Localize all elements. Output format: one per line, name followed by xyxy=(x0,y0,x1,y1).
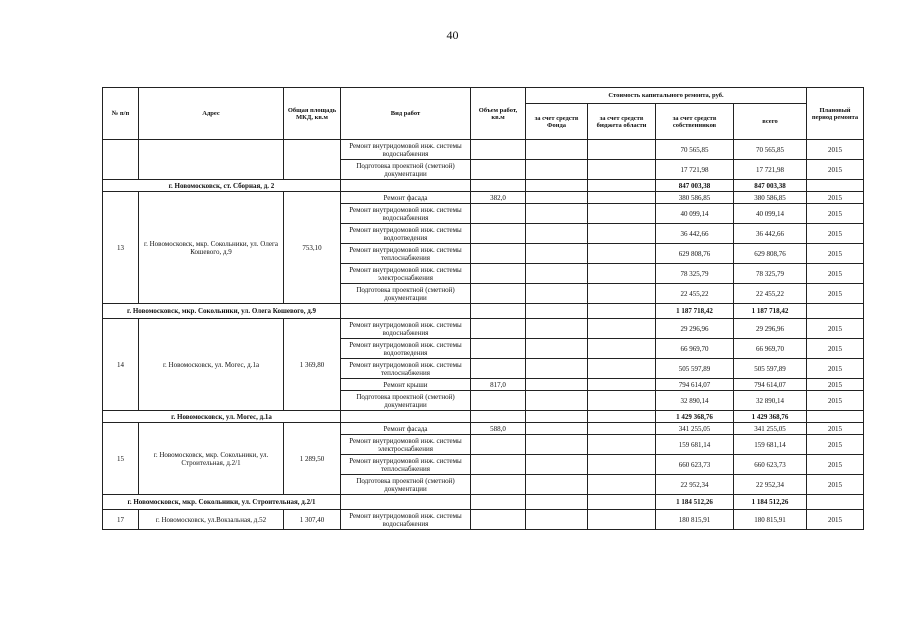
volume-cell xyxy=(471,140,526,160)
owners-cell: 341 255,05 xyxy=(656,423,734,435)
table-row xyxy=(103,140,864,160)
owners-cell: 36 442,66 xyxy=(656,224,734,244)
total-cell: 180 815,91 xyxy=(734,510,807,530)
header-address: Адрес xyxy=(139,88,284,140)
num-cell xyxy=(103,140,139,180)
owners-cell: 794 614,07 xyxy=(656,379,734,391)
work-cell: Ремонт внутридомовой инж. системы электроснабжения xyxy=(341,264,471,284)
num-cell: 15 xyxy=(103,423,139,495)
area-cell: 1 289,50 xyxy=(284,423,341,495)
owners-cell: 66 969,70 xyxy=(656,339,734,359)
subtotal-owners: 1 429 368,76 xyxy=(656,411,734,423)
period-cell: 2015 xyxy=(807,264,864,284)
owners-cell: 32 890,14 xyxy=(656,391,734,411)
owners-cell: 17 721,98 xyxy=(656,160,734,180)
period-cell: 2015 xyxy=(807,423,864,435)
region-cell xyxy=(588,140,656,160)
total-cell: 78 325,79 xyxy=(734,264,807,284)
owners-cell: 505 597,89 xyxy=(656,359,734,379)
work-cell: Ремонт внутридомовой инж. системы водоснабжения xyxy=(341,204,471,224)
owners-cell: 78 325,79 xyxy=(656,264,734,284)
area-cell: 1 369,80 xyxy=(284,319,341,411)
area-cell: 753,10 xyxy=(284,192,341,304)
subtotal-row xyxy=(103,180,864,192)
area-cell: 1 307,40 xyxy=(284,510,341,530)
volume-cell: 588,0 xyxy=(471,423,526,435)
subtotal-label: г. Новомосковск, ст. Сборная, д. 2 xyxy=(103,180,341,192)
total-cell: 505 597,89 xyxy=(734,359,807,379)
page-number: 40 xyxy=(446,28,459,42)
period-cell: 2015 xyxy=(807,160,864,180)
subtotal-total: 1 184 512,26 xyxy=(734,495,807,510)
total-cell: 22 455,22 xyxy=(734,284,807,304)
owners-cell: 159 681,14 xyxy=(656,435,734,455)
work-cell: Ремонт внутридомовой инж. системы водоотведения xyxy=(341,224,471,244)
work-cell: Ремонт внутридомовой инж. системы водоснабжения xyxy=(341,510,471,530)
period-cell: 2015 xyxy=(807,224,864,244)
work-cell: Ремонт внутридомовой инж. системы водоснабжения xyxy=(341,140,471,160)
address-cell: г. Новомосковск, ул. Могес, д.1а xyxy=(139,319,284,411)
total-cell: 17 721,98 xyxy=(734,160,807,180)
total-cell: 66 969,70 xyxy=(734,339,807,359)
period-cell: 2015 xyxy=(807,140,864,160)
subtotal-total: 847 003,38 xyxy=(734,180,807,192)
volume-cell: 382,0 xyxy=(471,192,526,204)
header-work: Вид работ xyxy=(341,88,471,140)
work-cell: Ремонт внутридомовой инж. системы теплоснабжения xyxy=(341,359,471,379)
work-cell: Ремонт фасада xyxy=(341,192,471,204)
total-cell: 32 890,14 xyxy=(734,391,807,411)
owners-cell: 629 808,76 xyxy=(656,244,734,264)
subtotal-row xyxy=(103,304,864,319)
header-cost-group: Стоимость капитального ремонта, руб. xyxy=(526,88,807,104)
work-cell: Ремонт внутридомовой инж. системы теплоснабжения xyxy=(341,455,471,475)
total-cell: 341 255,05 xyxy=(734,423,807,435)
owners-cell: 660 623,73 xyxy=(656,455,734,475)
period-cell: 2015 xyxy=(807,319,864,339)
period-cell: 2015 xyxy=(807,475,864,495)
period-cell: 2015 xyxy=(807,244,864,264)
owners-cell: 29 296,96 xyxy=(656,319,734,339)
period-cell: 2015 xyxy=(807,435,864,455)
num-cell: 17 xyxy=(103,510,139,530)
header-fund: за счет средств Фонда xyxy=(526,104,588,140)
total-cell: 70 565,85 xyxy=(734,140,807,160)
owners-cell: 22 952,34 xyxy=(656,475,734,495)
fund-cell xyxy=(526,140,588,160)
area-cell xyxy=(284,140,341,180)
address-cell: г. Новомосковск, ул.Вокзальная, д.52 xyxy=(139,510,284,530)
header-num: № п/п xyxy=(103,88,139,140)
subtotal-row xyxy=(103,495,864,510)
header-total: всего xyxy=(734,104,807,140)
subtotal-label: г. Новомосковск, мкр. Сокольники, ул. Олега Кошевого, д.9 xyxy=(103,304,341,319)
num-cell: 14 xyxy=(103,319,139,411)
owners-cell: 380 586,85 xyxy=(656,192,734,204)
owners-cell: 22 455,22 xyxy=(656,284,734,304)
table-row xyxy=(103,319,864,339)
table-row xyxy=(103,423,864,435)
address-cell xyxy=(139,140,284,180)
period-cell: 2015 xyxy=(807,391,864,411)
work-cell: Ремонт внутридомовой инж. системы водоотведения xyxy=(341,339,471,359)
header-owners: за счет средств собственников xyxy=(656,104,734,140)
period-cell: 2015 xyxy=(807,455,864,475)
table-row xyxy=(103,510,864,530)
total-cell: 629 808,76 xyxy=(734,244,807,264)
address-cell: г. Новомосковск, мкр. Сокольники, ул. Олега Кошевого, д.9 xyxy=(139,192,284,304)
work-cell: Ремонт фасада xyxy=(341,423,471,435)
total-cell: 159 681,14 xyxy=(734,435,807,455)
period-cell: 2015 xyxy=(807,192,864,204)
total-cell: 40 099,14 xyxy=(734,204,807,224)
period-cell: 2015 xyxy=(807,204,864,224)
work-cell: Ремонт внутридомовой инж. системы теплоснабжения xyxy=(341,244,471,264)
header-row-top xyxy=(103,88,864,104)
header-area: Общая площадь МКД, кв.м xyxy=(284,88,341,140)
volume-cell xyxy=(471,160,526,180)
header-region: за счет средств бюджета области xyxy=(588,104,656,140)
header-period: Плановый период ремонта xyxy=(807,88,864,140)
volume-cell: 817,0 xyxy=(471,379,526,391)
work-cell: Ремонт крыши xyxy=(341,379,471,391)
region-cell xyxy=(588,160,656,180)
subtotal-label: г. Новомосковск, ул. Могес, д.1а xyxy=(103,411,341,423)
total-cell: 660 623,73 xyxy=(734,455,807,475)
total-cell: 380 586,85 xyxy=(734,192,807,204)
subtotal-owners: 847 003,38 xyxy=(656,180,734,192)
header-volume: Объем работ, кв.м xyxy=(471,88,526,140)
subtotal-owners: 1 187 718,42 xyxy=(656,304,734,319)
owners-cell: 40 099,14 xyxy=(656,204,734,224)
work-cell: Подготовка проектной (сметной) документации xyxy=(341,160,471,180)
period-cell: 2015 xyxy=(807,510,864,530)
subtotal-total: 1 429 368,76 xyxy=(734,411,807,423)
work-cell: Подготовка проектной (сметной) документации xyxy=(341,475,471,495)
period-cell: 2015 xyxy=(807,339,864,359)
total-cell: 29 296,96 xyxy=(734,319,807,339)
capital-repair-table xyxy=(102,87,864,530)
owners-cell: 180 815,91 xyxy=(656,510,734,530)
period-cell: 2015 xyxy=(807,359,864,379)
total-cell: 36 442,66 xyxy=(734,224,807,244)
subtotal-label: г. Новомосковск, мкр. Сокольники, ул. Строительная, д.2/1 xyxy=(103,495,341,510)
num-cell: 13 xyxy=(103,192,139,304)
work-cell: Подготовка проектной (сметной) документации xyxy=(341,391,471,411)
address-cell: г. Новомосковск, мкр. Сокольники, ул. Строительная, д.2/1 xyxy=(139,423,284,495)
work-cell: Ремонт внутридомовой инж. системы электроснабжения xyxy=(341,435,471,455)
total-cell: 794 614,07 xyxy=(734,379,807,391)
work-cell: Ремонт внутридомовой инж. системы водоснабжения xyxy=(341,319,471,339)
subtotal-total: 1 187 718,42 xyxy=(734,304,807,319)
period-cell: 2015 xyxy=(807,379,864,391)
subtotal-row xyxy=(103,411,864,423)
table-row xyxy=(103,192,864,204)
total-cell: 22 952,34 xyxy=(734,475,807,495)
fund-cell xyxy=(526,160,588,180)
work-cell: Подготовка проектной (сметной) документации xyxy=(341,284,471,304)
period-cell: 2015 xyxy=(807,284,864,304)
subtotal-owners: 1 184 512,26 xyxy=(656,495,734,510)
owners-cell: 70 565,85 xyxy=(656,140,734,160)
